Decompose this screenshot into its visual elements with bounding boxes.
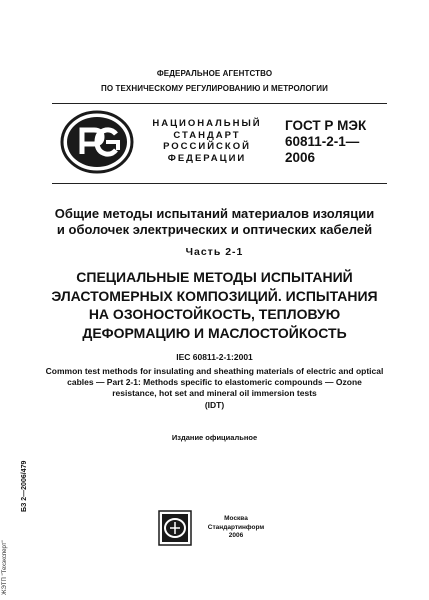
standard-code: ГОСТ Р МЭК 60811-2-1— 2006 [285, 118, 367, 165]
registration-stamp: БЗ 2—2006/479 [21, 460, 28, 512]
document-title: Общие методы испытаний материалов изоляции и оболочек электрических и оптических кабелей [54, 206, 375, 237]
gost-r-logo-icon [60, 110, 134, 174]
document-part: Часть 2-1 [185, 246, 244, 258]
document-subtitle: СПЕЦИАЛЬНЫЕ МЕТОДЫ ИСПЫТАНИЙ ЭЛАСТОМЕРНЫХ КОМПОЗИЦИЙ. ИСПЫТАНИЯ НА ОЗОНОСТОЙКОСТЬ, ТЕПЛОВУЮ ДЕФОРМАЦИЮ И МАСЛОСТОЙКОСТЬ [51, 269, 378, 341]
publisher-info: Москва Стандартинформ 2006 [207, 515, 265, 539]
iec-description: Common test methods for insulating and sheathing materials of electric and optical cables — Part 2-1: Methods specific to elastomeric compounds — Ozone resistance, hot set and mineral oil immersion tests (IDT) [45, 366, 384, 410]
agency-line-2: ПО ТЕХНИЧЕСКОМУ РЕГУЛИРОВАНИЮ И МЕТРОЛОГИИ [100, 84, 329, 93]
official-edition-label: Издание официальное [171, 433, 258, 442]
national-standard-label: НАЦИОНАЛЬНЫЙ СТАНДАРТ РОССИЙСКОЙ ФЕДЕРАЦИИ [152, 118, 262, 164]
standartinform-logo-icon [158, 510, 192, 546]
header-divider-bottom [52, 183, 387, 184]
watermark-side-text: ЖЭТП "Техэксперт" [2, 540, 8, 595]
agency-line-1: ФЕДЕРАЛЬНОЕ АГЕНТСТВО [156, 69, 273, 78]
header-divider-top [52, 103, 387, 104]
iec-reference: IEC 60811-2-1:2001 [176, 352, 253, 362]
